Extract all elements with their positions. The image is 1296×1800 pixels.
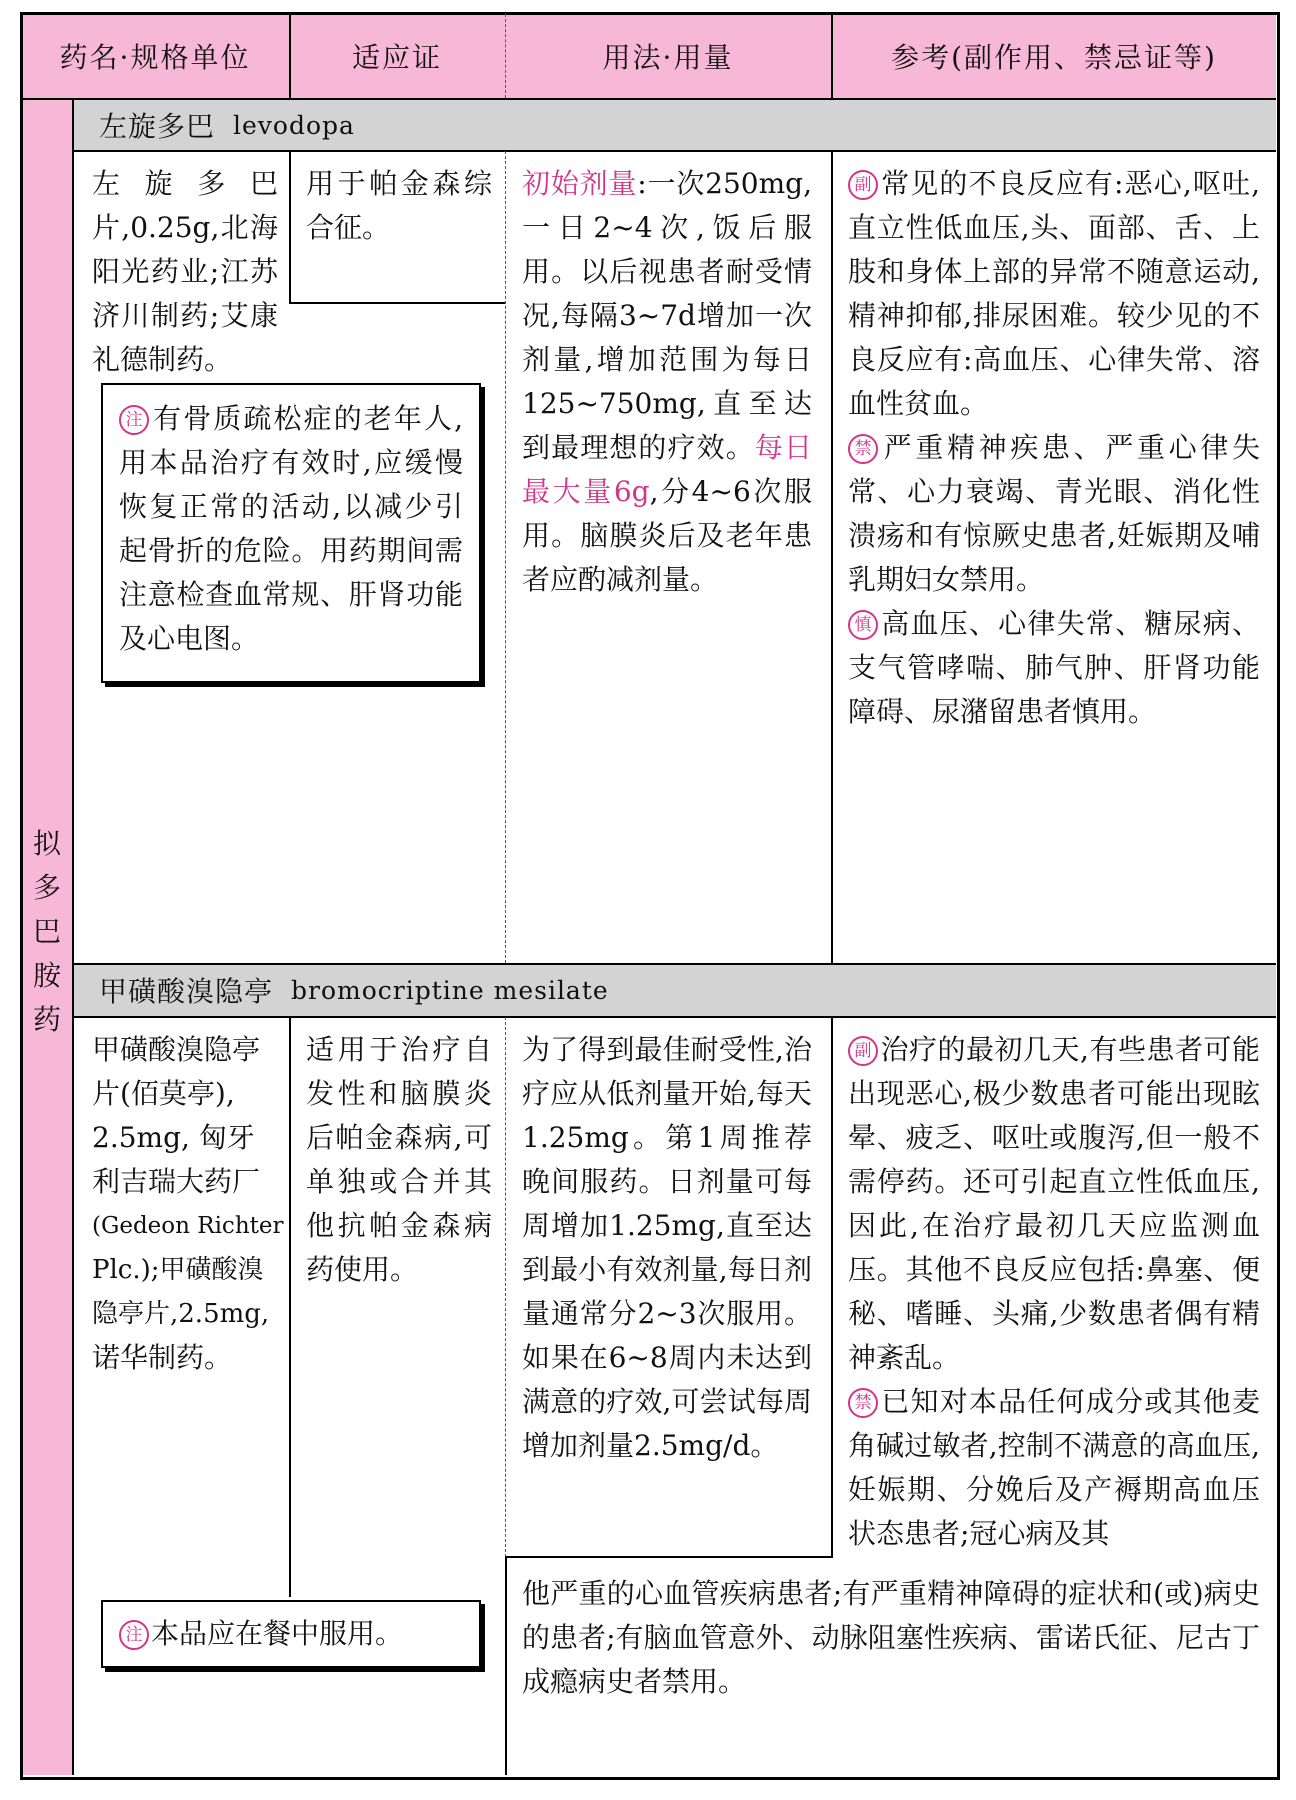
d2-spec-line: 2.5mg, 匈牙 [92,1121,255,1154]
contraindication-icon: 禁 [848,434,878,464]
d2-contra-text: 已知对本品任何成分或其他麦角碱过敏者,控制不满意的高血压,妊娠期、分娩后及产褥期高血压状态患者;冠心病及其 [848,1385,1260,1550]
d1-note-text: 有骨质疏松症的老年人,用本品治疗有效时,应缓慢恢复正常的活动,以减少引起骨折的危险。用药期间需注意检查血常规、肝肾功能及心电图。 [119,402,463,655]
d1-dosage-left-divider [505,151,506,963]
d1-dosage-max: 每日最大量6g [522,431,812,508]
d2-spec-line: 利吉瑞大药厂 [92,1165,261,1198]
adverse-icon: 副 [848,1036,878,1066]
drug-name-en: levodopa [233,110,355,140]
d1-reference-left-divider [831,151,833,963]
d1-dosage-lead: 初始剂量 [522,167,638,200]
category-text: 拟多巴胺药 [32,827,61,1036]
d2-note [119,1612,463,1656]
d1-indication-bottom [289,302,505,304]
d2-spec-indication-divider [289,1017,291,1597]
adverse-icon: 副 [848,170,878,200]
d1-note [119,397,463,661]
d2-contra-continued [522,1572,1260,1704]
d2-reference-left-divider [831,1017,833,1557]
d2-adverse-text: 治疗的最初几天,有些患者可能出现恶心,极少数患者可能出现眩晕、疲乏、呕吐或腹泻,但一般不需停药。还可引起直立性低血压,因此,在治疗最初几天应监测血压。其他不良反应包括:鼻塞、便秘、嗜睡、头痛,少数患者偶有精神紊乱。 [848,1033,1260,1374]
d2-note-box [101,1600,481,1668]
drug-name-cn: 左旋多巴 [99,110,216,143]
d2-dosage-left-solid [505,1557,507,1775]
d1-indication [306,162,492,250]
d2-spec [92,1028,284,1380]
header-drug-spec: 药名·规格单位 [59,41,251,74]
d1-indication-text: 用于帕金森综合征。 [306,167,492,244]
caution-icon: 慎 [848,610,878,640]
d1-adverse [848,162,1260,426]
d2-spec-line: 隐亭片,2.5mg, [92,1299,270,1329]
d2-adverse [848,1028,1260,1380]
d2-spec-line: (Gedeon Richter [92,1213,284,1239]
d1-reference [848,162,1260,734]
d1-caution-text: 高血压、心律失常、糖尿病、支气管哮喘、肺气肿、肝肾功能障碍、尿潴留患者慎用。 [848,607,1260,728]
header-divider-2 [505,14,506,98]
d2-spec-line: 甲磺酸溴隐亭 [92,1033,261,1066]
drug1-title-top [73,150,1276,152]
d2-note-text: 本品应在餐中服用。 [151,1617,404,1650]
d2-indication-text: 适用于治疗自发性和脑膜炎后帕金森病,可单独或合并其他抗帕金森病药使用。 [306,1033,492,1286]
drug2-title-top [73,963,1276,965]
d2-spec-line: Plc.);甲磺酸溴 [92,1255,264,1285]
d1-dosage-part2: ,分4~6次服用。脑膜炎后及老年患者应酌减剂量。 [522,475,812,596]
d1-note-box [101,383,481,683]
header-divider-1 [289,14,291,98]
header-divider-3 [831,14,833,98]
d1-contra-text: 严重精神疾患、严重心律失常、心力衰竭、青光眼、消化性溃疡和有惊厥史患者,妊娠期及哺乳期妇女禁用。 [848,431,1260,596]
d1-spec-text: 左旋多巴片,0.25g,北海阳光药业;江苏济川制药;艾康礼德制药。 [92,167,278,376]
d2-spec-line: 片(佰莫亭), [92,1077,235,1110]
category-divider [72,99,74,1775]
d1-adverse-text: 常见的不良反应有:恶心,呕吐,直立性低血压,头、面部、舌、上肢和身体上部的异常不随意运动,精神抑郁,排尿困难。较少见的不良反应有:高血压、心律失常、溶血性贫血。 [848,167,1260,420]
contraindication-icon: 禁 [848,1388,878,1418]
header-reference: 参考(副作用、禁忌证等) [891,41,1217,74]
header-bottom-line [22,98,1276,100]
drug-name-en: bromocriptine mesilate [291,975,609,1005]
d2-dosage-text: 为了得到最佳耐受性,治疗应从低剂量开始,每天1.25mg。第1周推荐晚间服药。日剂量可每周增加1.25mg,直至达到最小有效剂量,每日剂量通常分2~3次服用。如果在6~8周内未达到满意的疗效,可尝试每周增加剂量2.5mg/d。 [522,1033,812,1462]
note-icon: 注 [119,405,149,435]
d2-dosage [522,1028,812,1468]
d2-contraindication [848,1380,1260,1556]
d1-contraindication [848,426,1260,602]
drug2-title-bottom [73,1016,1276,1018]
d1-spec [92,162,278,382]
note-icon: 注 [119,1620,149,1650]
d2-dosage-left-divider [505,1017,506,1557]
header-indication: 适应证 [351,41,442,74]
d2-reference [848,1028,1260,1556]
d1-caution [848,602,1260,734]
drug-name-cn: 甲磺酸溴隐亭 [99,975,274,1008]
d1-dosage-part1: :一次250mg,一日2~4次,饭后服用。以后视患者耐受情况,每隔3~7d增加一次剂量,增加范围为每日125~750mg,直至达到最理想的疗效。 [522,167,812,464]
d2-spec-line: 诺华制药。 [92,1341,233,1374]
d2-contra-cont-text: 他严重的心血管疾病患者;有严重精神障碍的症状和(或)病史的患者;有脑血管意外、动脉阻塞性疾病、雷诺氏征、尼古丁成瘾病史者禁用。 [522,1577,1260,1698]
d2-dosage-bottom [505,1556,833,1558]
d2-indication [306,1028,492,1292]
header-usage-dosage: 用法·用量 [602,41,734,74]
d1-dosage [522,162,812,602]
d1-spec-indication-divider [289,151,291,303]
